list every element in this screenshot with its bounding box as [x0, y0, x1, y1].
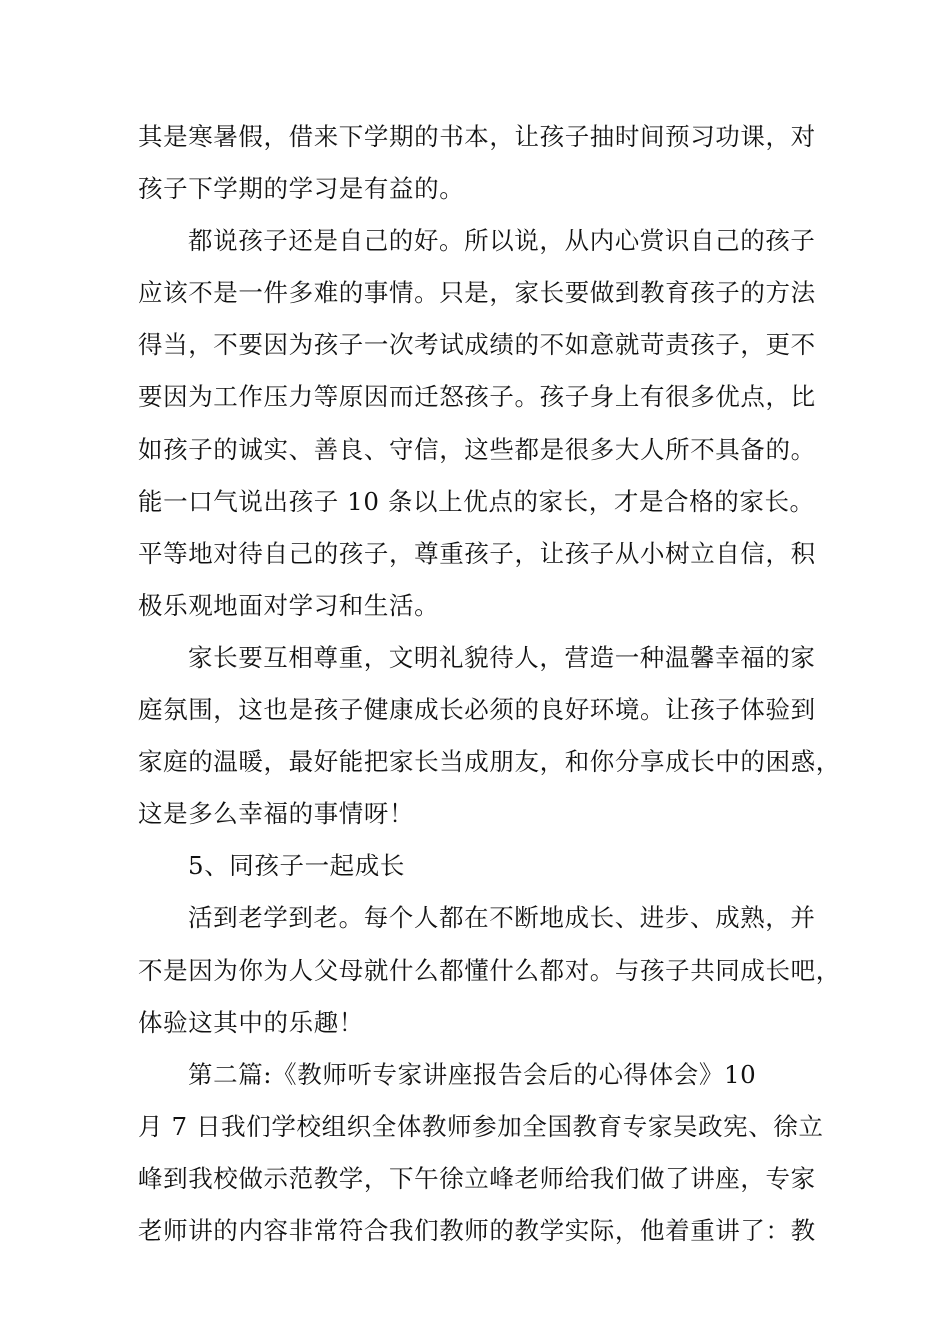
text-line: 要因为工作压力等原因而迁怒孩子。孩子身上有很多优点，比 — [138, 382, 816, 412]
text-line: 5、同孩子一起成长 — [188, 851, 405, 881]
document-body — [138, 111, 841, 1257]
text-line: 不是因为你为人父母就什么都懂什么都对。与孩子共同成长吧， — [138, 955, 841, 985]
text-line: 第二篇:《教师听专家讲座报告会后的心得体会》10 — [188, 1059, 757, 1089]
text-line: 得当，不要因为孩子一次考试成绩的不如意就苛责孩子，更不 — [138, 330, 816, 360]
text-line: 家长要互相尊重，文明礼貌待人，营造一种温馨幸福的家 — [188, 642, 816, 672]
text-line: 都说孩子还是自己的好。所以说，从内心赏识自己的孩子 — [188, 226, 816, 256]
text-line: 如孩子的诚实、善良、守信，这些都是很多大人所不具备的。 — [138, 434, 816, 464]
text-line: 活到老学到老。每个人都在不断地成长、进步、成熟，并 — [188, 903, 816, 933]
text-line: 体验这其中的乐趣！ — [138, 1007, 364, 1037]
text-line: 月 7 日我们学校组织全体教师参加全国教育专家吴政宪、徐立 — [138, 1111, 824, 1141]
text-line: 峰到我校做示范教学，下午徐立峰老师给我们做了讲座，专家 — [138, 1163, 816, 1193]
text-line: 孩子下学期的学习是有益的。 — [138, 174, 465, 204]
text-line: 能一口气说出孩子 10 条以上优点的家长，才是合格的家长。 — [138, 486, 815, 516]
text-line: 极乐观地面对学习和生活。 — [138, 590, 440, 620]
text-line: 家庭的温暖，最好能把家长当成朋友，和你分享成长中的困惑， — [138, 747, 841, 777]
text-line: 平等地对待自己的孩子，尊重孩子，让孩子从小树立自信，积 — [138, 538, 816, 568]
text-line: 老师讲的内容非常符合我们教师的教学实际，他着重讲了：教 — [138, 1215, 816, 1245]
text-line: 庭氛围，这也是孩子健康成长必须的良好环境。让孩子体验到 — [138, 695, 816, 725]
text-line: 其是寒暑假，借来下学期的书本，让孩子抽时间预习功课，对 — [138, 122, 816, 151]
text-line: 应该不是一件多难的事情。只是，家长要做到教育孩子的方法 — [138, 278, 816, 308]
text-line: 这是多么幸福的事情呀！ — [138, 799, 415, 829]
